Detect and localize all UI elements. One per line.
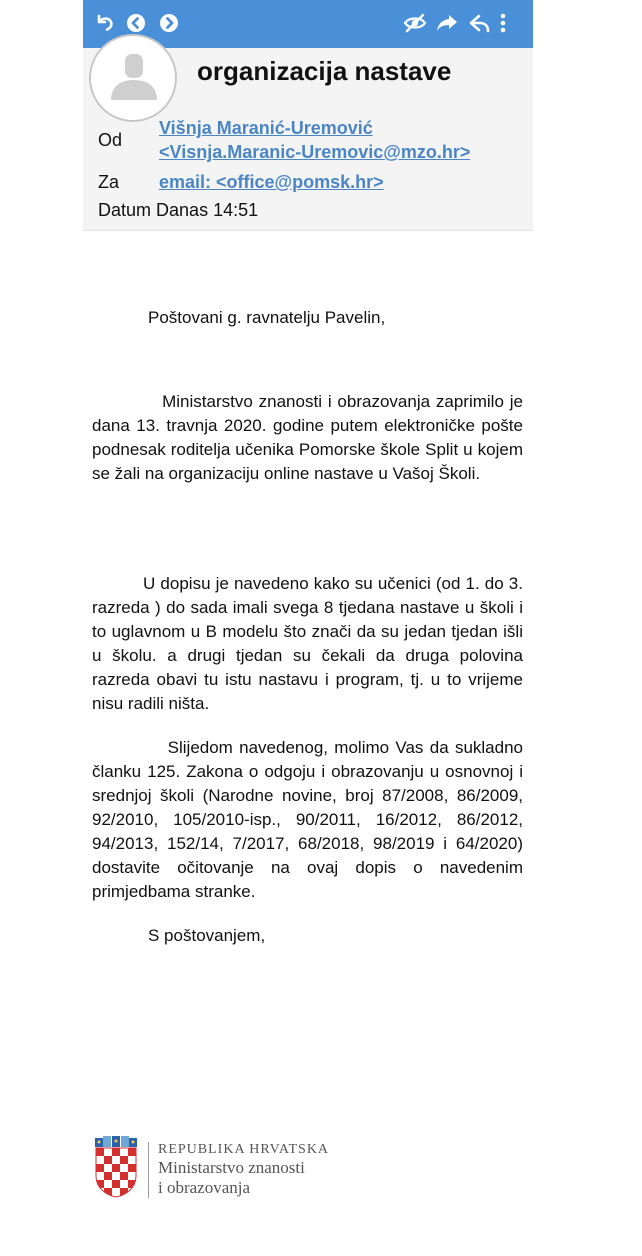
email-subject: organizacija nastave <box>197 56 452 86</box>
more-icon[interactable] <box>493 9 513 37</box>
paragraph-2: U dopisu je navedeno kako su učenici (od 1. do 3. razreda ) do sada imali svega 8 tjedana nastave u školi i to uglavnom u B modelu što znači da su jedan tjedan išli u školu. a drugi tjedan su čekali da druga polovina razreda obavi tu istu nastavu i program, tj. u to vrijeme nisu radili ništa. <box>92 574 523 713</box>
sender-address-link[interactable]: <Visnja.Maranic-Uremovic@mzo.hr> <box>159 142 471 162</box>
closing: S poštovanjem, <box>148 926 266 945</box>
date-value: Danas 14:51 <box>156 200 259 220</box>
avatar <box>89 34 177 122</box>
email-header <box>83 48 533 231</box>
to-label: Za <box>98 172 120 192</box>
paragraph-1: Ministarstvo znanosti i obrazovanja zaprimilo je dana 13. travnja 2020. godine putem elektroničke pošte podnesak roditelja učenika Pomorske škole Split u kojem se žali na organizaciju online nastave u Vašoj Školi. <box>92 392 523 483</box>
date-label: Datum <box>98 200 152 220</box>
forward-mail-icon[interactable] <box>433 9 461 37</box>
forward-icon[interactable] <box>155 9 183 37</box>
sender-name-link[interactable]: Višnja Maranić-Uremović <box>159 118 373 138</box>
back-icon[interactable] <box>122 9 150 37</box>
paragraph-3: Slijedom navedenog, molimo Vas da sukladno članku 125. Zakona o odgoju i obrazovanju u osnovnoj i srednjoj školi (Narodne novine, broj 87/2008, 86/2009, 92/2010, 105/2010-isp., 90/2011, 16/2012, 86/2012, 94/2013, 152/14, 7/2017, 68/2018, 98/2019 i 64/2020) dostavite očitovanje na ovaj dopis o navedenim primjedbama stranke. <box>92 738 523 901</box>
hide-icon[interactable] <box>401 9 429 37</box>
ministry-signature <box>158 1142 329 1198</box>
reply-icon[interactable] <box>466 9 494 37</box>
undo-icon[interactable] <box>91 9 119 37</box>
signature-divider <box>148 1142 149 1198</box>
signature-ministry-line1: Ministarstvo znanosti <box>158 1158 305 1177</box>
user-silhouette-icon <box>91 36 175 120</box>
greeting: Poštovani g. ravnatelju Pavelin, <box>148 308 386 327</box>
recipient-address-link[interactable]: email: <office@pomsk.hr> <box>159 172 384 192</box>
date-row <box>98 200 258 221</box>
signature-country: REPUBLIKA HRVATSKA <box>158 1142 330 1157</box>
croatian-coat-of-arms-icon <box>94 1136 138 1203</box>
signature-ministry-line2: i obrazovanja <box>158 1178 251 1197</box>
from-label: Od <box>98 130 123 150</box>
